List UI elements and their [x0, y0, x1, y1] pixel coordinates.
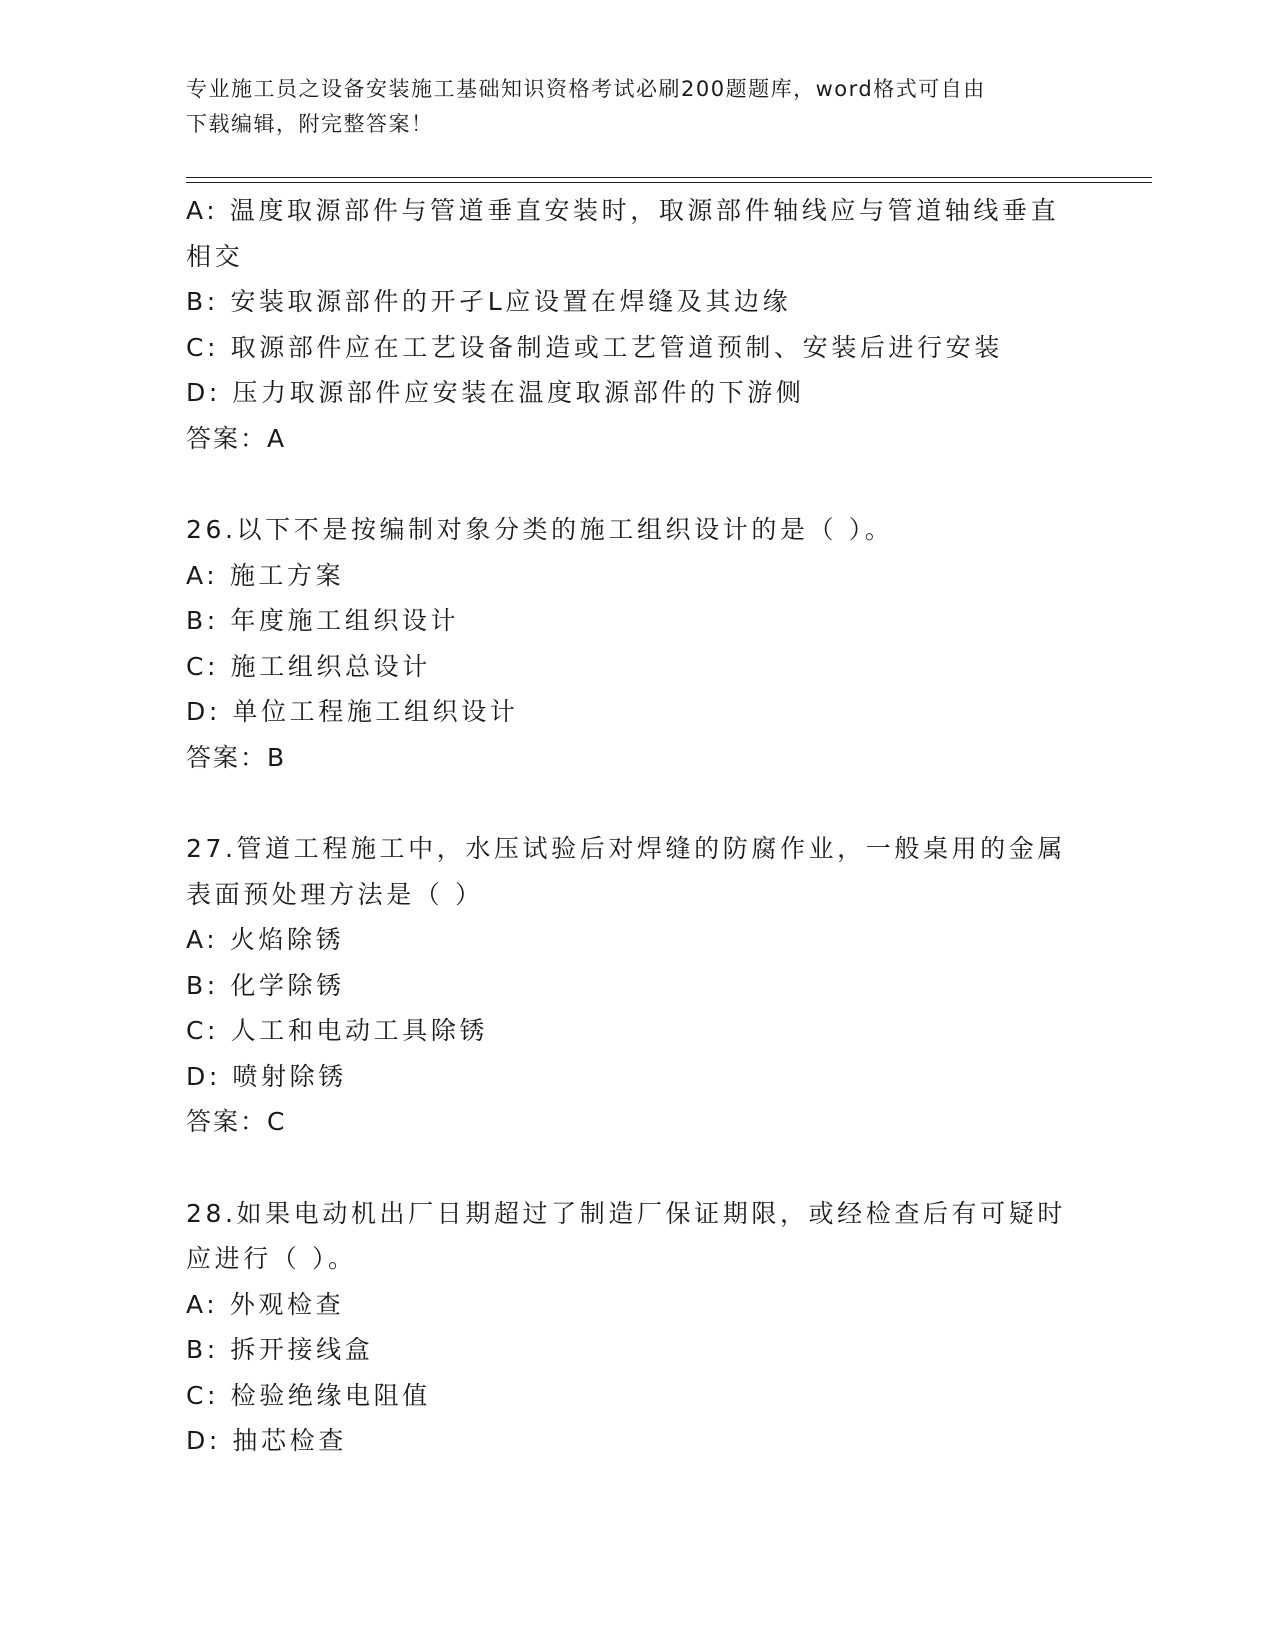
header-divider-bottom [186, 182, 1152, 183]
question-spacer [186, 780, 1086, 826]
answer-label: 答案：B [186, 742, 287, 772]
option-c: C: 人工和电动工具除锈 [186, 1016, 489, 1045]
question-stem-line-2: 表面预处理方法是（ ） [186, 879, 484, 909]
option-c: C: 取源部件应在工艺设备制造或工艺管道预制、安装后进行安装 [186, 332, 1003, 362]
header-line-1: 专业施工员之设备安装施工基础知识资格考试必刷200题题库，word格式可自由 [186, 77, 986, 101]
option-c: C: 检验绝缘电阻值 [186, 1380, 431, 1410]
question-stem-line-1: 28.如果电动机出厂日期超过了制造厂保证期限，或经检查后有可疑时 [186, 1198, 1066, 1228]
question-block-26 [186, 507, 1086, 780]
option-a: A: 施工方案 [186, 560, 345, 590]
question-stem: 26.以下不是按编制对象分类的施工组织设计的是（ ）。 [186, 515, 894, 544]
option-a-line-2: 相交 [186, 241, 244, 271]
option-d: D: 抽芯检查 [186, 1426, 347, 1455]
option-d: D: 压力取源部件应安装在温度取源部件的下游侧 [186, 378, 805, 407]
question-block-28 [186, 1191, 1086, 1464]
option-d: D: 单位工程施工组织设计 [186, 697, 519, 726]
option-b: B: 年度施工组织设计 [186, 606, 460, 635]
option-b: B: 拆开接线盒 [186, 1335, 374, 1364]
answer-label: 答案：A [186, 423, 287, 453]
question-block-27 [186, 826, 1086, 1145]
question-block-25 [186, 188, 1086, 461]
option-a: A: 外观检查 [186, 1289, 345, 1319]
option-a: A: 火焰除锈 [186, 925, 345, 954]
option-d: D: 喷射除锈 [186, 1061, 347, 1091]
question-spacer [186, 1145, 1086, 1191]
document-header [186, 72, 1086, 142]
option-c: C: 施工组织总设计 [186, 651, 431, 681]
question-content [186, 188, 1086, 1464]
question-spacer [186, 461, 1086, 507]
option-a-line-1: A: 温度取源部件与管道垂直安装时，取源部件轴线应与管道轴线垂直 [186, 196, 1060, 225]
header-divider-top [186, 177, 1152, 178]
option-b: B: 安装取源部件的开孑L应设置在焊缝及其边缘 [186, 287, 792, 316]
header-line-2: 下载编辑，附完整答案！ [186, 112, 434, 136]
option-b: B: 化学除锈 [186, 970, 345, 1000]
question-stem-line-1: 27.管道工程施工中，水压试验后对焊缝的防腐作业，一般桌用的金属 [186, 834, 1066, 863]
question-stem-line-2: 应进行（ ）。 [186, 1244, 357, 1273]
answer-label: 答案：C [186, 1107, 287, 1136]
